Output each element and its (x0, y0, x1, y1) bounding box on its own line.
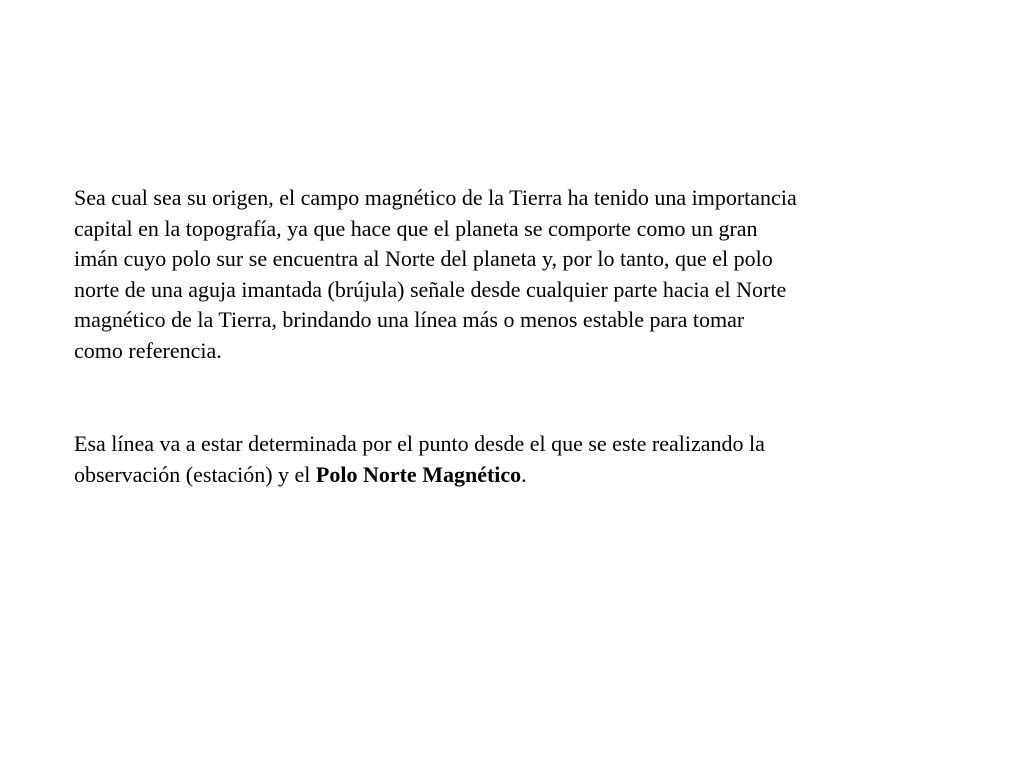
polo-norte-magnetico-term: Polo Norte Magnético (315, 461, 522, 487)
paragraph-line-definition-line-1: Esa línea va a estar determinada por el punto desde el que se este realizando la (74, 431, 765, 456)
paragraph-origin-line-5: magnético de la Tierra, brindando una línea más o menos estable para tomar (74, 307, 745, 333)
paragraph-origin-line-4: norte de una aguja imantada (brújula) señale desde cualquier parte hacia el Norte (74, 276, 787, 302)
paragraph-origin-line-1: Sea cual sea su origen, el campo magnético de la Tierra ha tenido una importancia (74, 185, 797, 210)
paragraph-origin-line-2: capital en la topografía, ya que hace que el planeta se comporte como un gran (74, 215, 758, 241)
paragraph-origin-line-6: como referencia. (74, 337, 222, 363)
paragraph-line-definition-line-2-start: observación (estación) y el (74, 461, 316, 487)
paragraph-origin (74, 183, 934, 367)
paragraph-line-definition (74, 429, 934, 490)
paragraph-line-definition-period: . (521, 461, 527, 487)
paragraph-origin-line-3: imán cuyo polo sur se encuentra al Norte del planeta y, por lo tanto, que el polo (74, 246, 773, 272)
